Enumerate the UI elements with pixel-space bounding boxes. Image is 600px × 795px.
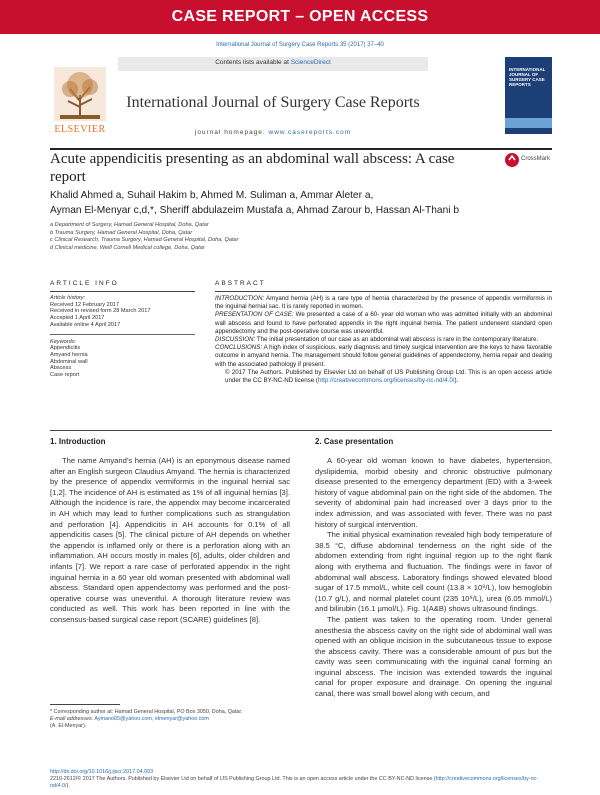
affiliations bbox=[50, 222, 430, 252]
abstract-body bbox=[215, 295, 552, 385]
homepage-link[interactable]: www.casereports.com bbox=[268, 129, 352, 136]
affiliation-d: d Clinical medicine, Weill Cornell Medical college, Doha, Qatar bbox=[50, 244, 205, 251]
doi-link[interactable]: http://dx.doi.org/10.1016/j.ijscr.2017.04.003 bbox=[50, 769, 154, 775]
history-revised: Received in revised form 28 March 2017 bbox=[50, 308, 151, 315]
conclusions-label: CONCLUSIONS: bbox=[215, 344, 263, 352]
cover-title: INTERNATIONAL JOURNAL OF SURGERY CASE REPORTS bbox=[509, 67, 546, 87]
affiliation-c: c Clinical Research, Trauma Surgery, Hamad General Hospital, Doha, Qatar bbox=[50, 237, 239, 244]
journal-reference[interactable]: International Journal of Surgery Case Reports 35 (2017) 37–40 bbox=[216, 42, 384, 48]
crossmark-icon bbox=[504, 152, 520, 168]
discussion-label: DISCUSSION: bbox=[215, 336, 256, 344]
case-paragraph-2: The initial physical examination revealed high body temperature of 38.5 °C, diffuse abdominal tenderness on the right side of the abdomen extending from right inguinal region up to the right flank along with erythema and fluctuation. The findings were in favor of abdominal wall abscess. Laboratory findings showed elevated blood sugar of 17.5 mmol/L, white cell count (13.8 × 10⁹/L), low hemoglobin (10.7 g/L), and normal platelet count (235 10⁹/L), urea (6.05 mmol/L) and bilirubin (16.1 µmol/L). Fig. 1(A&B) shows ultrasound findings. bbox=[315, 530, 552, 614]
footer-license-end: ). bbox=[66, 783, 70, 789]
journal-homepage bbox=[118, 129, 428, 136]
case-label: PRESENTATION OF CASE: bbox=[215, 311, 294, 319]
abstract-license bbox=[215, 369, 552, 385]
case-body bbox=[315, 456, 552, 700]
footnote bbox=[50, 709, 290, 730]
intro-text: Amyand hernia (AH) is a rare type of hernia characterized by the presence of appendix vermiformis in the inguinal hernial sac. It is rarely reported in women. bbox=[215, 295, 552, 311]
introduction-heading: 1. Introduction bbox=[50, 437, 106, 446]
corresponding-author: * Corresponding author at: Hamad General Hospital, PO Box 3050, Doha, Qatar. bbox=[50, 709, 243, 715]
license-link[interactable]: http://creativecommons.org/licenses/by-nc-nd/4.0/ bbox=[317, 377, 455, 385]
license-end: ). bbox=[454, 377, 459, 385]
info-divider bbox=[50, 334, 195, 335]
abstract-discussion bbox=[215, 336, 552, 344]
history-online: Available online 4 April 2017 bbox=[50, 321, 121, 328]
keyword: Amyand hernia bbox=[50, 351, 88, 358]
crossmark-label: CrossMark bbox=[521, 156, 551, 162]
abstract-rule bbox=[215, 291, 552, 292]
abstract-case bbox=[215, 311, 552, 336]
abstract-introduction bbox=[215, 295, 552, 311]
case-text: We presented a case of a 60- year old woman who was admitted initially with an abdominal wall abscess and found to have perforated appendix in the right inguinal hernia. The patient underwent standard open appendectomy and the post-operative course was uneventful. bbox=[215, 311, 552, 335]
info-rule bbox=[50, 291, 195, 292]
conclusions-text: A high index of suspicious, early diagnosis and timely surgical intervention are the keys to have favorable outcome in amyand hernia. The management should follow general guidelines of appendectomy, hernia repair and dealing with the associated pathology if present. bbox=[215, 344, 552, 368]
case-paragraph-1: A 60-year old woman known to have diabetes, hypertension, dyslipidemia, morbid obesity and chronic obstructive pulmonary disease presented to the emergency department (ED) with a 3-week history of vague abdominal pain on the right side of the abdomen. The severity of abdominal pain had increased over 3 days prior to the index admission, and was associated with fever. There was no past history of surgical intervention. bbox=[315, 456, 552, 529]
email-links[interactable]: Aymano65@yahoo.com, elmenyar@yahoo.com bbox=[93, 716, 209, 722]
crossmark-badge[interactable] bbox=[503, 150, 553, 172]
article-title: Acute appendicitis presenting as an abdominal wall abscess: A case report bbox=[50, 151, 455, 185]
keyword: Abdominal wall bbox=[50, 358, 88, 365]
authors-line-1: Khalid Ahmed a, Suhail Hakim b, Ahmed M. Suliman a, Ammar Aleter a, bbox=[50, 190, 374, 201]
authors-line-2: Ayman El-Menyar c,d,*, Sheriff abdulazeim Mustafa a, Ahmad Zarour b, Hassan Al-Thani b bbox=[50, 205, 460, 216]
keywords-label: Keywords: bbox=[50, 338, 77, 345]
footer-license-link[interactable]: http://creativecommons.org/licenses/by-nc-nd/4.0/ bbox=[50, 776, 539, 789]
journal-title: International Journal of Surgery Case Reports bbox=[126, 94, 420, 111]
cover-band bbox=[505, 118, 552, 128]
article-info bbox=[50, 295, 195, 379]
sciencedirect-link[interactable]: ScienceDirect bbox=[290, 59, 331, 66]
history-accepted: Accepted 1 April 2017 bbox=[50, 315, 105, 322]
introduction-paragraph: The name Amyand’s hernia (AH) is an eponymous disease named after an English surgeon Claudius Amyand. The hernia is characterized by the presence of appendix vermiformis in the inguinal hernial sac [1,2]. The incidence of AH is estimated as 1% of all inguinal hernias [3]. Although the incidence is rare, the appendix may become incarcerated in AH which may lead to further complications such as strangulation and perforation [4]. Appendicitis in AH accounts for 0.1% of all appendicitis cases [5]. The clinical picture of AH depends on whether the appendix is inflamed only or there is a perforation along with an inflammation. AH occurs mostly in males [6], adults, older children and infants [7]. We report a rare case of perforated appendix in the right inguinal hernia in a 60 year old woman presented with abdominal wall abscess. Standard open appendectomy was performed and the post-operative course was uneventful. A thorough literature review was conducted as well. This work has been reported in line with the consensus-based surgical case report (SCARE) guidelines [8]. bbox=[50, 456, 290, 624]
case-paragraph-3: The patient was taken to the operating room. Under general anesthesia the abscess cavity on the right side of abdominal wall was opened with an oblique incision in the subcutaneous tissue to expose the abscess cavity. There was a considerable amount of pus but the cavity was seen communicating with the inguinal canal forming an inguinal abscess. The incision was extended towards the inguinal canal for proper exposure and drainage. On opening the inguinal canal, there was small bowel along with cecum, and bbox=[315, 614, 552, 699]
history-label: Article history: bbox=[50, 295, 86, 301]
footer bbox=[50, 769, 552, 790]
affiliation-a: a Department of Surgery, Hamad General Hospital, Doha, Qatar bbox=[50, 222, 209, 228]
keyword: Case report bbox=[50, 372, 80, 379]
journal-cover-image bbox=[505, 57, 552, 134]
affiliation-b: b Trauma Surgery, Hamad General Hospital, Doha, Qatar bbox=[50, 229, 193, 236]
intro-label: INTRODUCTION: bbox=[215, 295, 265, 302]
case-report-banner: CASE REPORT – OPEN ACCESS bbox=[0, 0, 600, 34]
author-name: (A. El-Menyar). bbox=[50, 723, 87, 729]
footnote-rule bbox=[50, 704, 120, 705]
contents-line bbox=[118, 59, 428, 66]
elsevier-wordmark: ELSEVIER bbox=[54, 124, 106, 135]
keyword: Appendicitis bbox=[50, 345, 81, 352]
author-list bbox=[50, 188, 552, 218]
abstract-bottom-rule bbox=[50, 430, 552, 431]
license-text: © 2017 The Authors. Published by Elsevier Ltd on behalf of IJS Publishing Group Ltd. This is an open access article under the CC BY-NC-ND license ( bbox=[225, 368, 552, 385]
introduction-body bbox=[50, 456, 290, 626]
abstract-conclusions bbox=[215, 344, 552, 369]
case-heading: 2. Case presentation bbox=[315, 437, 394, 446]
article-info-heading: ARTICLE INFO bbox=[50, 280, 119, 287]
keyword: Abscess bbox=[50, 365, 72, 372]
footer-copyright: 2210-2612/© 2017 The Authors. Published by Elsevier Ltd on behalf of IJS Publishing Group Ltd. This is an open access article under the CC BY-NC-ND license ( bbox=[50, 776, 436, 782]
history-received: Received 12 February 2017 bbox=[50, 301, 120, 308]
abstract-heading: ABSTRACT bbox=[215, 280, 266, 287]
email-label: E-mail addresses: bbox=[50, 716, 94, 722]
contents-prefix: Contents lists available at bbox=[215, 59, 291, 66]
homepage-prefix: journal homepage: bbox=[194, 129, 269, 136]
discussion-text: The initial presentation of our case as an abdominal wall abscess is rare in the contemporary literature. bbox=[255, 336, 539, 344]
